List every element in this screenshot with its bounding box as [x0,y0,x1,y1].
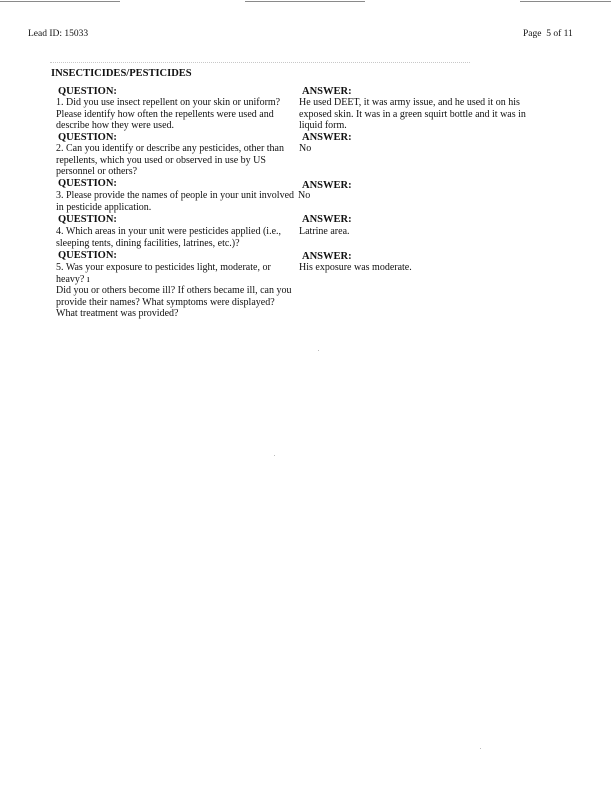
answer-text: Latrine area. [299,226,350,237]
section-title: INSECTICIDES/PESTICIDES [51,68,192,79]
question-label: QUESTION: [58,178,117,189]
answer-text: His exposure was moderate. [299,262,412,273]
scan-line [0,1,120,2]
scan-speck [318,350,319,351]
scan-line [520,1,611,2]
page-number: Page 5 of 11 [523,29,573,39]
answer-label: ANSWER: [302,86,352,97]
answer-label: ANSWER: [302,214,352,225]
answer-text: No [299,143,312,154]
scan-speck [274,455,275,456]
scan-dotted-line [50,62,470,63]
answer-text: No [298,190,311,201]
lead-id: Lead ID: 15033 [28,29,89,39]
scan-line [245,1,365,2]
question-text: 5. Was your exposure to pesticides light, moderate, or heavy? ı Did you or others become ill? If others became ill, can you provide their names? What symptoms were displayed? What treatment was provided? [56,262,292,320]
question-text: 3. Please provide the names of people in your unit involved in pesticide application. [56,190,295,213]
answer-label: ANSWER: [302,251,352,262]
question-text: 2. Can you identify or describe any pesticides, other than repellents, which you used or observed in use by US personnel or others? [56,143,284,178]
question-label: QUESTION: [58,132,117,143]
question-label: QUESTION: [58,86,117,97]
question-text: 4. Which areas in your unit were pesticides applied (i.e., sleeping tents, dining facilities, latrines, etc.)? [56,226,282,249]
answer-label: ANSWER: [302,180,352,191]
answer-label: ANSWER: [302,132,352,143]
question-label: QUESTION: [58,250,117,261]
question-text: 1. Did you use insect repellent on your skin or uniform? Please identify how often the repellents were used and describe how they were used. [56,97,281,132]
scan-speck [480,748,481,749]
answer-text: He used DEET, it was army issue, and he used it on his exposed skin. It was in a green squirt bottle and it was in liquid form. [299,97,526,132]
question-label: QUESTION: [58,214,117,225]
